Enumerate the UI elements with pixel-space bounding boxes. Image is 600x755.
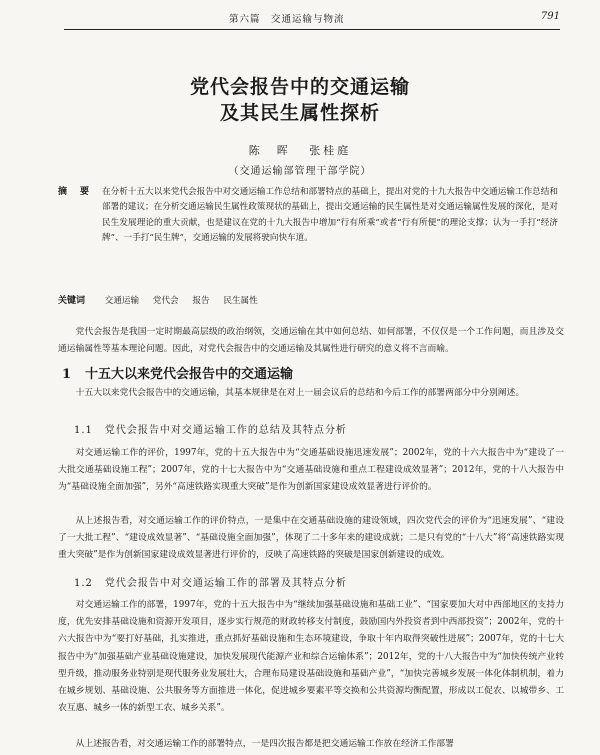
abstract-text: 在分析十五大以来党代会报告中对交通运输工作总结和部署特点的基础上，提出对党的十九大报告中交通运输工作总结和部署的建议；在分析交通运输民生属性政策现状的基础上，提出交通运输的民生属性是对交通运输属性发展的深化，是对民生发展理论的重大贡献，也是建议在党的十九大报告中增加“行有所乘”或者“行有所便”的理论支撑；认为一手打“经济牌”、一手打“民生牌”，交通运输的发展将驶向快车道。	[102, 187, 558, 244]
subsection-1-2-heading	[74, 574, 347, 589]
intro-paragraph: 党代会报告是我国一定时期最高层级的政治纲领，交通运输在其中如何总结、如何部署，不仅仅是一个工作问题，而且涉及交通运输属性等基本理论问题。因此，对党代会报告中的交通运输及其属性进行研究的意义将不言而喻。	[58, 327, 564, 355]
header-chapter: 第六篇 交通运输与物流	[229, 14, 345, 25]
keyword: 党代会	[152, 296, 179, 306]
article-title-line-1: 党代会报告中的交通运输	[189, 76, 410, 98]
subsection-1-1-heading	[74, 421, 347, 436]
author-list	[0, 142, 600, 158]
abstract	[58, 185, 558, 247]
section-number: 1	[62, 367, 72, 382]
keywords	[58, 294, 558, 308]
subsection-title: 党代会报告中对交通运输工作的部署及其特点分析	[104, 578, 347, 589]
subsection-number: 1.2	[74, 578, 93, 589]
body-paragraph: 从上述报告看，对交通运输工作的评价特点，一是集中在交通基础设施的建设领域，四次党代会的评价为“迅速发展”、“建设了一大批工程”、“建设成效显著”、“基础设施全面加强”，体现了二十多年来的建设成就；二是只有党的“十八大”将“高速铁路实现重大突破”是作为创新国家建设成效显著进行评价的，反映了高速铁路的突破是国家创新建设的成效。	[58, 516, 564, 561]
author-name: 陈 晖	[248, 144, 291, 157]
keyword: 交通运输	[104, 296, 140, 306]
author-name: 张桂庭	[309, 144, 352, 157]
author-affiliation: （交通运输部管理干部学院）	[228, 166, 372, 177]
article-title-line-2: 及其民生属性探析	[219, 102, 380, 124]
abstract-label: 摘 要	[58, 187, 92, 197]
keyword: 报告	[192, 296, 210, 306]
section-1-intro-paragraph: 十五大以来党代会报告中的交通运输，其基本规律是在对上一届会议后的总结和今后工作的部署两部分中分别阐述。	[75, 388, 525, 398]
keywords-label: 关键词	[58, 296, 86, 306]
section-title: 十五大以来党代会报告中的交通运输	[85, 367, 294, 382]
section-1-heading	[62, 363, 293, 382]
body-paragraph: 对交通运输工作的评价，1997年，党的十五大报告中为“交通基础设施迅速发展”；2002年，党的十六大报告中为“建设了一大批交通基础设施工程”；2007年，党的十七大报告中为“交通基础设施和重点工程建设成效显著”；2012年，党的十八大报告中为“基础设施全面加强”，另外“高速铁路实现重大突破”是作为创新国家建设成效显著进行评价的。	[58, 448, 564, 493]
subsection-title: 党代会报告中对交通运输工作的总结及其特点分析	[104, 425, 347, 436]
body-paragraph: 从上述报告看，对交通运输工作的部署特点，一是四次报告都是把交通运输工作放在经济工作部署	[75, 739, 454, 749]
running-header	[64, 11, 560, 30]
page-number: 791	[540, 11, 560, 22]
keyword: 民生属性	[223, 296, 258, 306]
body-paragraph: 对交通运输工作的部署，1997年，党的十五大报告中为“继续加强基础设施和基础工业”、“国家要加大对中西部地区的支持力度，优先安排基础设施和资源开发项目，逐步实行规范的财政转移支付制度，鼓励国内外投资者到中西部投资”；2002年，党的十六大报告中为“要打好基础，扎实推进，重点抓好基础设施和生态环境建设，争取十年内取得突破性进展”；2007年，党的十七大报告中为“加强基础产业基础设施建设，加快发展现代能源产业和综合运输体系”；2012年，党的十八大报告中为“加快传统产业转型升级，推动服务业特别是现代服务业发展壮大，合理布局建设基础设施和基础产业”，“加快完善城乡发展一体化体制机制，着力在城乡规划、基础设施、公共服务等方面推进一体化，促进城乡要素平等交换和公共资源均衡配置，形成以工促农、以城带乡、工农互惠、城乡一体的新型工农、城乡关系”。	[58, 600, 564, 714]
subsection-number: 1.1	[74, 425, 93, 436]
